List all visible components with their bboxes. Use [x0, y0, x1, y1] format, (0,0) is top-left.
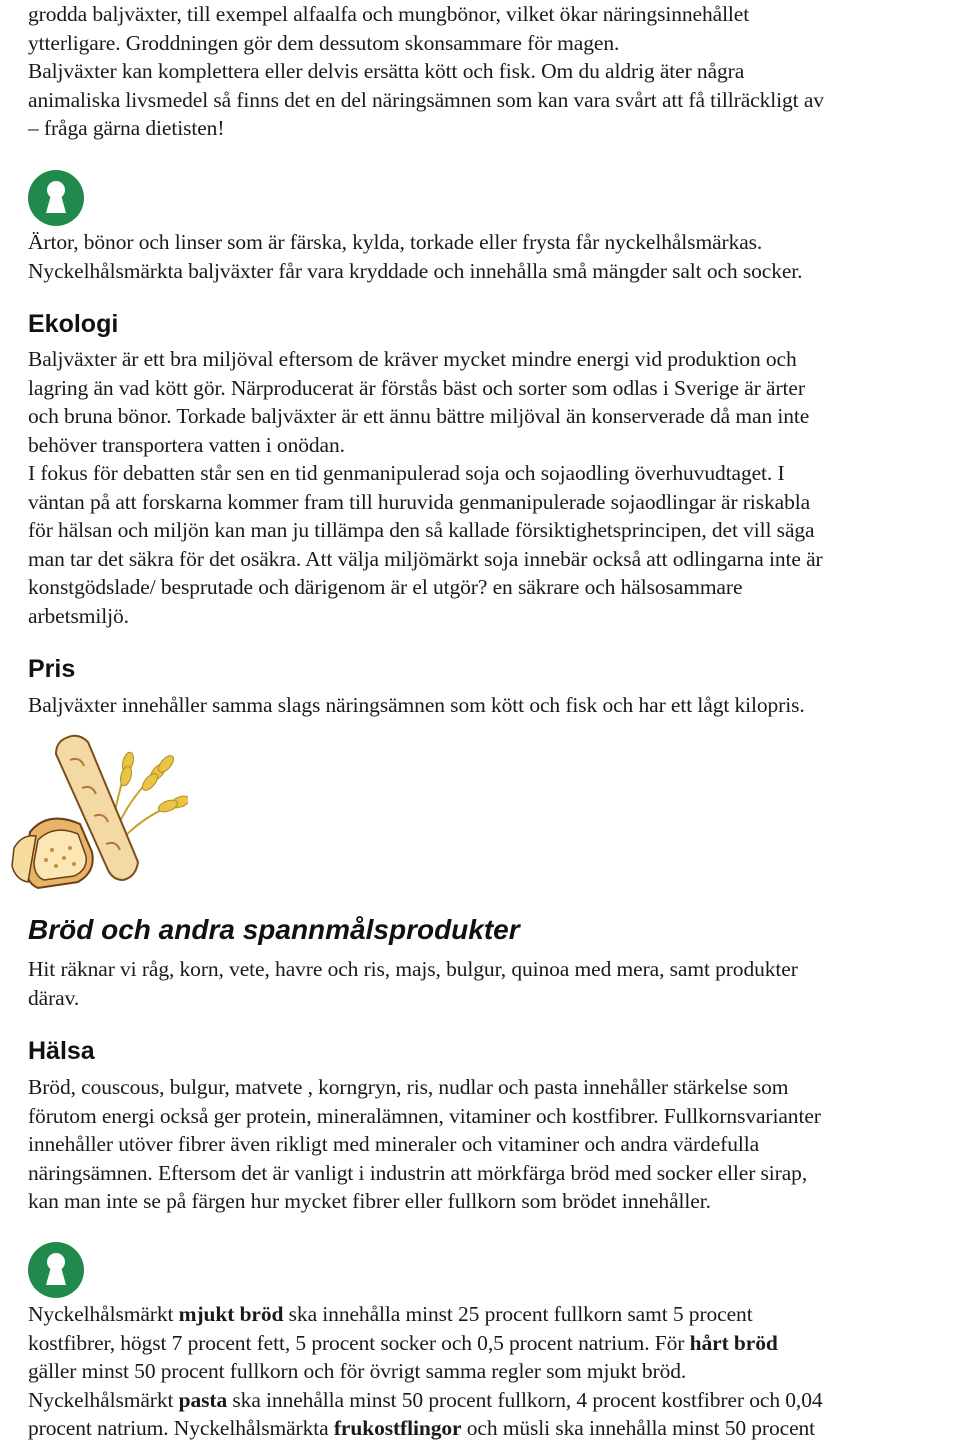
text-line: grodda baljväxter, till exempel alfaalfa och mungbönor, vilket ökar näringsinnehållet [28, 2, 750, 26]
bold-term-pasta: pasta [178, 1387, 228, 1412]
pris-paragraph [28, 691, 960, 720]
chapter-intro-paragraph [28, 955, 960, 1012]
text-line: arbetsmiljö. [28, 603, 129, 628]
intro-paragraph [28, 0, 960, 143]
text-run: ska innehålla minst 25 procent fullkorn samt 5 procent [283, 1302, 753, 1326]
text-line: Ärtor, bönor och linser som är färska, kylda, torkade eller frysta får nyckelhålsmärkas. [28, 230, 763, 254]
text-line: Baljväxter kan komplettera eller delvis ersätta kött och fisk. Om du aldrig äter några [28, 59, 745, 83]
section-heading-pris: Pris [28, 655, 76, 683]
text-line: näringsämnen. Eftersom det är vanligt i industrin att mörkfärga bröd med socker eller sirap, [28, 1160, 808, 1185]
text-run: och müsli ska innehålla minst 50 procent [461, 1416, 816, 1440]
chapter-title: Bröd och andra spannmålsprodukter [28, 914, 520, 945]
text-line: förutom energi också ger protein, mineralämnen, vitaminer och kostfibrer. Fullkornsvarianter [28, 1103, 821, 1128]
text-line: I fokus för debatten står sen en tid genmanipulerad soja och sojaodling överhuvudtaget. I [28, 461, 785, 485]
text-line: Bröd, couscous, bulgur, matvete , korngryn, ris, nudlar och pasta innehåller stärkelse som [28, 1075, 789, 1099]
text-line: väntan på att forskarna kommer fram till huruvida genmanipulerade sojaodlingar är riskabla [28, 489, 811, 514]
text-line: Baljväxter är ett bra miljöval eftersom de kräver mycket mindre energi vid produktion och [28, 347, 797, 371]
text-run: Nyckelhålsmärkt [28, 1302, 179, 1326]
bold-term-mjukt-brod: mjukt bröd [178, 1302, 284, 1326]
bold-term-hart-brod: hårt bröd [689, 1330, 778, 1355]
bold-term-frukostflingor: frukostflingor [333, 1416, 462, 1440]
text-line: – fråga gärna dietisten! [28, 116, 225, 140]
text-line: man tar det säkra för det osäkra. Att välja miljömärkt soja innebär också att odlingarna inte är [28, 546, 823, 571]
keyhole-paragraph-bread [28, 1300, 960, 1443]
keyhole-symbol-icon [28, 1242, 84, 1298]
text-line: ytterligare. Groddningen gör dem dessutom skonsammare för magen. [28, 30, 620, 55]
section-heading-halsa: Hälsa [28, 1037, 95, 1065]
text-line: Hit räknar vi råg, korn, vete, havre och ris, majs, bulgur, quinoa med mera, samt produkter [28, 957, 798, 981]
text-line [28, 1414, 960, 1443]
text-line: behöver transportera vatten i onödan. [28, 432, 345, 457]
text-line: Baljväxter innehåller samma slags näringsämnen som kött och fisk och har ett lågt kilopris. [28, 693, 805, 717]
text-line: och bruna bönor. Torkade baljväxter är ett ännu bättre miljöval än konserverade då man inte [28, 404, 810, 428]
text-line: konstgödslade/ besprutade och därigenom är el utgör? en säkrare och hälsosammare [28, 575, 743, 599]
text-line [28, 1329, 960, 1358]
text-line: innehåller utöver fibrer även rikligt med mineraler och vitaminer och andra värdefulla [28, 1132, 760, 1156]
text-line: Nyckelhålsmärkta baljväxter får vara kryddade och innehålla små mängder salt och socker. [28, 258, 803, 283]
text-line: för hälsan och miljön kan man ju tillämpa den så kallade försiktighetsprincipen, det vill säga [28, 518, 815, 542]
keyhole-paragraph-legumes [28, 228, 960, 285]
keyhole-symbol-icon [28, 170, 84, 226]
text-line: gäller minst 50 procent fullkorn och för övrigt samma regler som mjukt bröd. [28, 1359, 687, 1383]
text-line: därav. [28, 985, 80, 1010]
bread-and-grain-icon [8, 732, 188, 892]
text-line: kan man inte se på färgen hur mycket fibrer eller fullkorn som brödet innehåller. [28, 1189, 711, 1213]
text-line: animaliska livsmedel så finns det en del näringsämnen som kan vara svårt att få tillräckligt av [28, 87, 824, 112]
text-run: kostfibrer, högst 7 procent fett, 5 procent socker och 0,5 procent natrium. För [28, 1330, 690, 1355]
section-heading-ekologi: Ekologi [28, 310, 119, 338]
ekologi-paragraph [28, 345, 960, 630]
halsa-paragraph [28, 1073, 960, 1216]
text-run: Nyckelhålsmärkt [28, 1387, 179, 1412]
text-line [28, 1386, 960, 1415]
text-run: ska innehålla minst 50 procent fullkorn, 4 procent kostfibrer och 0,04 [227, 1387, 823, 1412]
text-run: procent natrium. Nyckelhålsmärkta [28, 1416, 334, 1440]
text-line [28, 1300, 960, 1329]
text-line: lagring än vad kött gör. Närproducerat är förstås bäst och sorter som odlas i Sverige är ärter [28, 375, 805, 400]
